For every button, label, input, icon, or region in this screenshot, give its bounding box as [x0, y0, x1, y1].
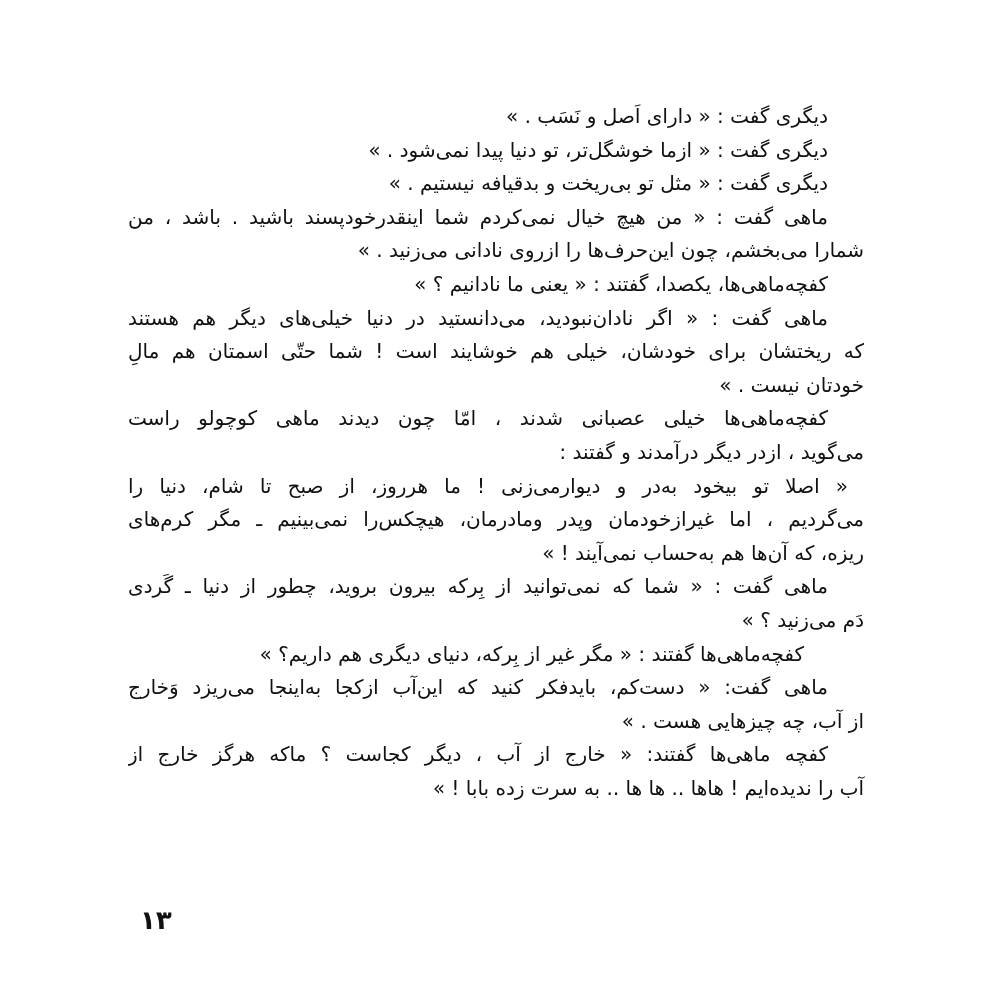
text-line: می‌گوید ، ازدر دیگر درآمدند و گفتند :	[559, 439, 864, 464]
text-line: که ریختشان برای خودشان، خیلی هم خوشایند است ! شما حتّی اسمتان هم مالِ	[128, 339, 864, 364]
text-line: کفچه ماهی‌ها گفتند: « خارج از آب ، دیگر کجاست ؟ ماکه هرگز خارج از	[128, 742, 828, 767]
text-line: ماهی گفت : « اگر نادان‌نبودید، می‌دانستید در دنیا خیلی‌های دیگر هم هستند	[128, 305, 828, 330]
text-line: می‌گردیم ، اما غیرازخودمان وپدر ومادرمان، هیچکس‌را نمی‌بینیم ـ مگر کرم‌های	[128, 507, 864, 532]
page-number: ۱۳	[140, 906, 172, 936]
text-line: ریزه، که آن‌ها هم به‌حساب نمی‌آیند ! »	[542, 540, 864, 565]
text-line: شمارا می‌بخشم، چون این‌حرف‌ها را ازروی نادانی می‌زنید . »	[357, 238, 864, 263]
text-line: « اصلا تو بیخود به‌در و دیوارمی‌زنی ! ما هرروز، از صبح تا شام، دنیا را	[128, 473, 848, 498]
text-line: کفچه‌ماهی‌ها، یکصدا، گفتند : « یعنی ما نادانیم ؟ »	[414, 271, 828, 296]
text-line: کفچه‌ماهی‌ها خیلی عصبانی شدند ، امّا چون دیدند ماهی کوچولو راست	[128, 406, 828, 431]
text-line: ماهی گفت : « من هیچ خیال نمی‌کردم شما اینقدرخودپسند باشید . باشد ، من	[128, 204, 828, 229]
text-line: دَم می‌زنید ؟ »	[741, 607, 864, 632]
text-line: دیگری گفت : « مثل تو بی‌ریخت و بدقیافه نیستیم . »	[388, 171, 828, 196]
text-line: ماهی گفت : « شما که نمی‌توانید از بِرکه بیرون بروید، چطور از دنیا ـ گَردی	[128, 574, 828, 599]
text-line: آب را ندیده‌ایم ! هاها .. ها ها .. به‌ سرت زده بابا ! »	[432, 775, 864, 800]
text-line: از آب، چه چیزهایی هست . »	[621, 708, 864, 733]
text-line: دیگری گفت : « دارای اَصل و نَسَب . »	[506, 104, 828, 128]
text-line: خودتان نیست . »	[719, 372, 864, 397]
story-text	[128, 100, 864, 805]
text-line: ماهی گفت: « دست‌کم، بایدفکر کنید که این‌آب ازکجا به‌اینجا می‌ریزد وَخارج	[128, 675, 828, 700]
text-line: کفچه‌ماهی‌ها گفتند : « مگر غیر از بِرکه، دنیای دیگری هم داریم؟ »	[259, 641, 804, 666]
text-line: دیگری گفت : « ازما خوشگل‌تر، تو دنیا پیدا نمی‌شود . »	[368, 137, 828, 162]
